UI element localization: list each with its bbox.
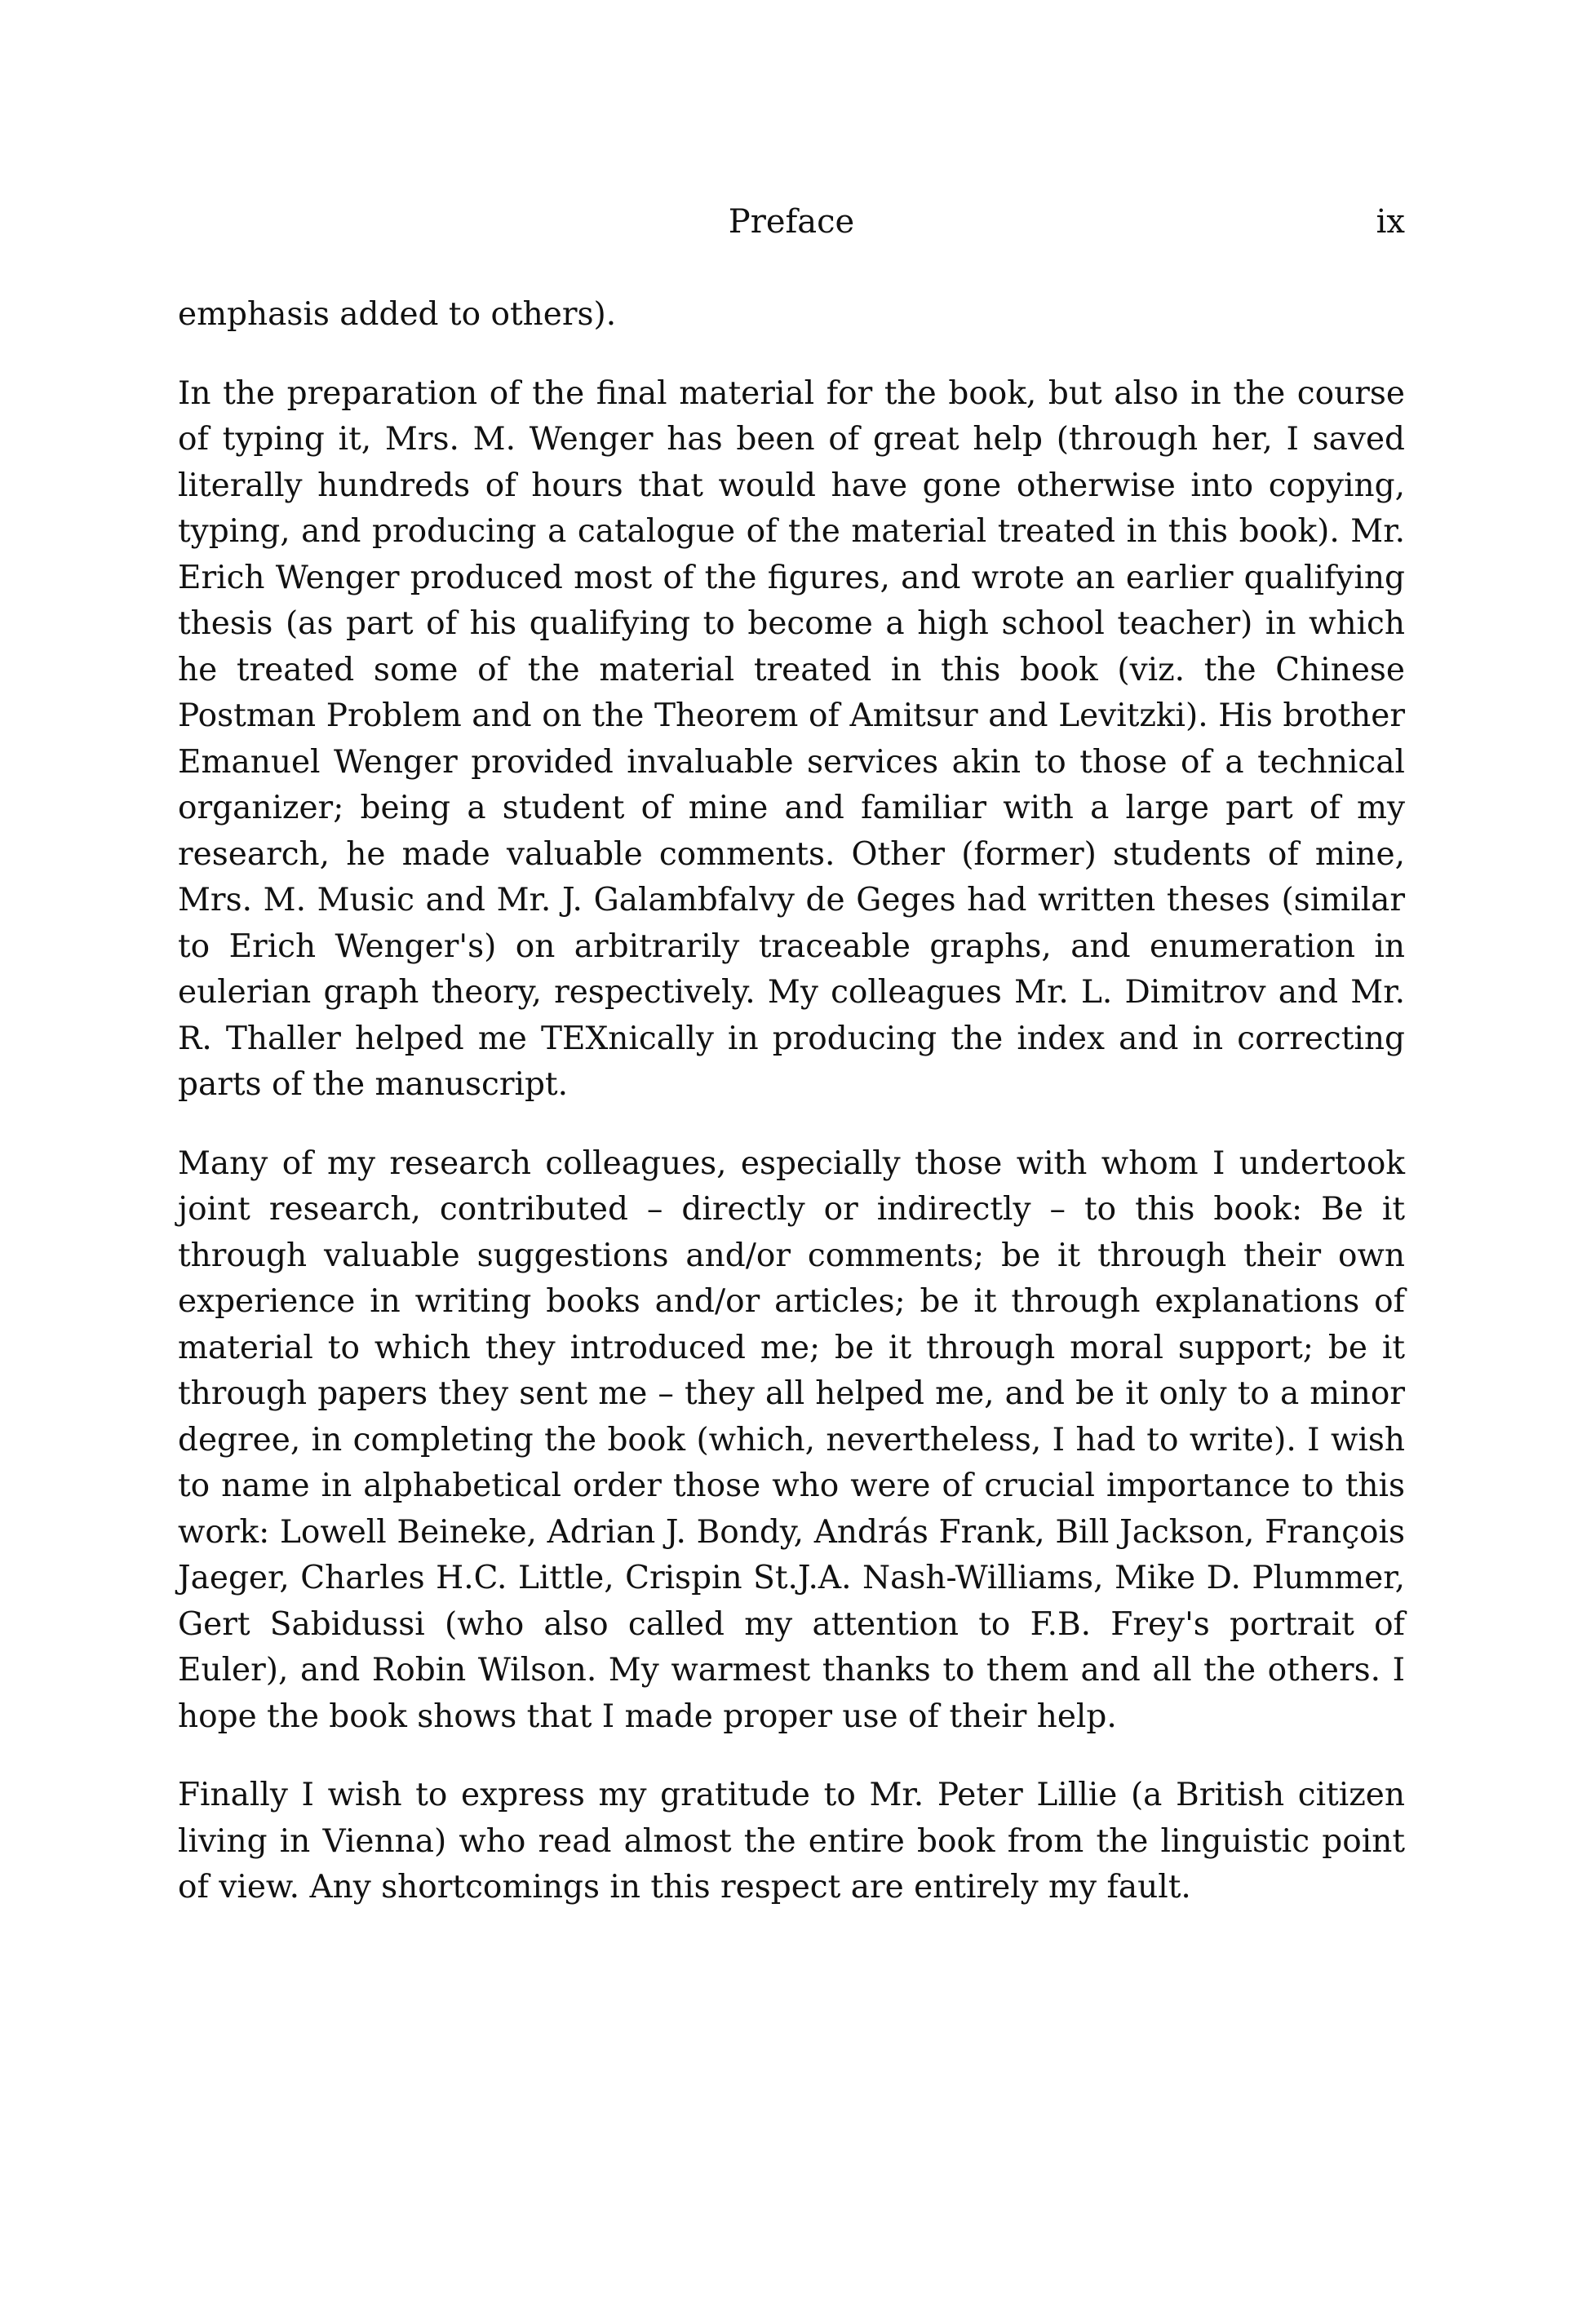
paragraph-continuation: emphasis added to others).: [178, 296, 617, 333]
running-title: Preface: [728, 203, 855, 241]
page-number: ix: [1376, 203, 1405, 241]
running-header: [178, 197, 1405, 246]
paragraph-linguistic-review: Finally I wish to express my gratitude to Mr. Peter Lillie (a British citizen living in Vienna) who read almost the entire book from the linguistic point of view. Any shortcomings in this respect are entirely my fault.: [178, 1777, 1405, 1906]
page-body: [178, 292, 1405, 1944]
paragraph-research-colleagues: Many of my research colleagues, especially those with whom I undertook joint research, contributed – directly or indirectly – to this book: Be it through valuable suggestions and/or comments; be it through their own experience in writing books and/or articles; be it through explanations of material to which they introduced me; be it through moral support; be it through papers they sent me – they all helped me, and be it only to a minor degree, in completing the book (which, nevertheless, I had to write). I wish to name in alphabetical order those who were of crucial importance to this work: Lowell Beineke, Adrian J. Bondy, András Frank, Bill Jackson, François Jaeger, Charles H.C. Little, Crispin St.J.A. Nash-Williams, Mike D. Plummer, Gert Sabidussi (who also called my attention to F.B. Frey's portrait of Euler), and Robin Wilson. My warmest thanks to them and all the others. I hope the book shows that I made proper use of their help.: [178, 1144, 1405, 1735]
paragraph-preparation-acknowledgements: In the preparation of the final material for the book, but also in the course of typing it, Mrs. M. Wenger has been of great help (through her, I saved literally hundreds of hours that would have gone otherwise into copying, typing, and producing a catalogue of the material treated in this book). Mr. Erich Wenger produced most of the figures, and wrote an earlier qualifying thesis (as part of his qualifying to become a high school teacher) in which he treated some of the material treated in this book (viz. the Chinese Postman Problem and on the Theorem of Amitsur and Levitzki). His brother Emanuel Wenger provided invaluable services akin to those of a technical organizer; being a student of mine and familiar with a large part of my research, he made valuable comments. Other (former) students of mine, Mrs. M. Music and Mr. J. Galambfalvy de Geges had written theses (similar to Erich Wenger's) on arbitrarily traceable graphs, and enumeration in eulerian graph theory, respectively. My colleagues Mr. L. Dimitrov and Mr. R. Thaller helped me TEXnically in producing the index and in correcting parts of the manuscript.: [178, 374, 1405, 1103]
